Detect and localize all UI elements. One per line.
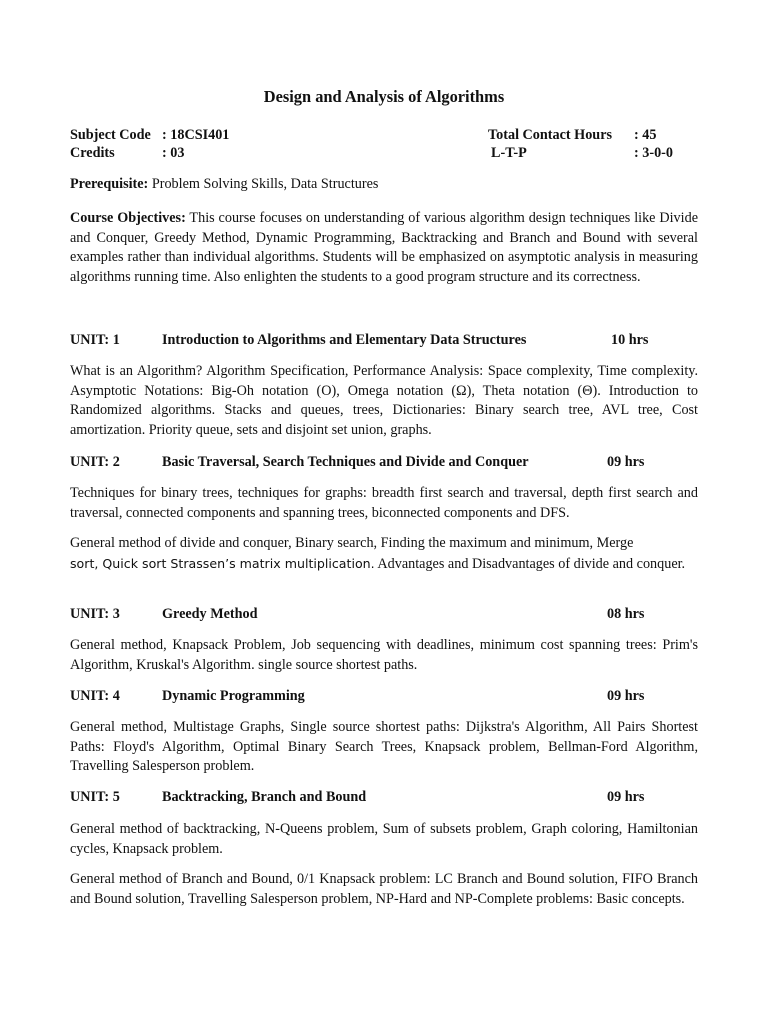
unit-4-heading [70, 688, 710, 708]
ltp-label: L-T-P [491, 145, 527, 161]
unit-title: Dynamic Programming [162, 688, 305, 704]
unit-2-text-2: General method of divide and conquer, Binary search, Finding the maximum and minimum, Merge [70, 535, 634, 551]
unit-hours: 09 hrs [607, 789, 645, 805]
prerequisite-label: Prerequisite: [70, 176, 149, 192]
unit-hours: 08 hrs [607, 606, 645, 622]
unit-2-content-1 [70, 484, 698, 523]
prerequisite [70, 175, 698, 195]
unit-label: UNIT: 5 [70, 789, 120, 805]
unit-4-text: General method, Multistage Graphs, Single source shortest paths: Dijkstra's Algorithm, All Pairs Shortest Paths: Floyd's Algorithm, Optimal Binary Search Trees, Knapsack problem, Bellman-Ford Algorithm, Travelling Salesperson problem. [70, 719, 698, 775]
contact-hours-label: Total Contact Hours [488, 127, 613, 143]
objectives-text: This course focuses on understanding of various algorithm design techniques like Divide and Conquer, Greedy Method, Dynamic Programming, Backtracking and Branch and Bound with several examples rather than individual algorithms. Students will be emphasized on asymptotic analysis in measuring algorithms running time. Also enlighten the students to a good program structure and its correctness. [70, 210, 698, 285]
course-objectives [70, 209, 698, 287]
unit-5-content-1 [70, 820, 698, 859]
unit-1-heading [70, 332, 710, 352]
meta-row-code-hours [70, 127, 710, 147]
unit-label: UNIT: 4 [70, 688, 120, 704]
unit-2-text-1: Techniques for binary trees, techniques for graphs: breadth first search and traversal, depth first search and traversal, connected components and spanning trees, biconnected components and DFS. [70, 485, 698, 521]
unit-3-heading [70, 606, 710, 626]
unit-hours: 10 hrs [611, 332, 649, 348]
unit-hours: 09 hrs [607, 688, 645, 704]
unit-1-content [70, 362, 698, 440]
unit-3-content [70, 636, 698, 675]
unit-label: UNIT: 3 [70, 606, 120, 622]
unit-1-notation-text: What is an Algorithm? Algorithm Specification, Performance Analysis: Space complexity, Time complexity. Asymptotic Notations: Big-Oh notation (O), Omega notation (Ω), Theta notation (Θ). [70, 363, 698, 399]
meta-row-credits-ltp [70, 145, 710, 165]
subject-code-label: Subject Code [70, 127, 151, 143]
objectives-label: Course Objectives: [70, 210, 186, 226]
unit-hours: 09 hrs [607, 454, 645, 470]
contact-hours-value: : 45 [634, 127, 657, 143]
credits-value: : 03 [162, 145, 185, 161]
prerequisite-text: Problem Solving Skills, Data Structures [148, 176, 379, 192]
subject-code-value: : 18CSI401 [162, 127, 230, 143]
unit-4-content [70, 718, 698, 777]
unit-label: UNIT: 2 [70, 454, 120, 470]
unit-label: UNIT: 1 [70, 332, 120, 348]
unit-5-heading [70, 789, 710, 809]
unit-title: Basic Traversal, Search Techniques and Divide and Conquer [162, 454, 529, 470]
unit-3-text: General method, Knapsack Problem, Job sequencing with deadlines, minimum cost spanning trees: Prim's Algorithm, Kruskal's Algorithm. single source shortest paths. [70, 637, 698, 673]
unit-5-content-2 [70, 870, 698, 909]
unit-5-text-1: General method of backtracking, N-Queens problem, Sum of subsets problem, Graph coloring, Hamiltonian cycles, Knapsack problem. [70, 821, 698, 857]
unit-title: Backtracking, Branch and Bound [162, 789, 367, 805]
unit-2-text-3: Advantages and Disadvantages of divide and conquer. [374, 555, 686, 572]
unit-title: Introduction to Algorithms and Elementary Data Structures [162, 332, 527, 348]
unit-title: Greedy Method [162, 606, 258, 622]
unit-2-heading [70, 454, 710, 474]
ltp-value: : 3-0-0 [634, 145, 674, 161]
unit-5-text-2: General method of Branch and Bound, 0/1 Knapsack problem: LC Branch and Bound solution, FIFO Branch and Bound solution, Travelling Salesperson problem, NP-Hard and NP-Complete problems: Basic concepts. [70, 871, 698, 907]
document-title: Design and Analysis of Algorithms [263, 87, 505, 106]
unit-1-text: Introduction to Randomized algorithms. Stacks and queues, trees, Dictionaries: Binary search tree, AVL tree, Cost amortization. Priority queue, sets and disjoint set union, graphs. [70, 382, 699, 438]
unit-2-content-2 [70, 534, 698, 574]
credits-label: Credits [70, 145, 115, 161]
unit-2-sort-text: sort, Quick sort Strassen’s matrix multiplication. [70, 555, 375, 571]
